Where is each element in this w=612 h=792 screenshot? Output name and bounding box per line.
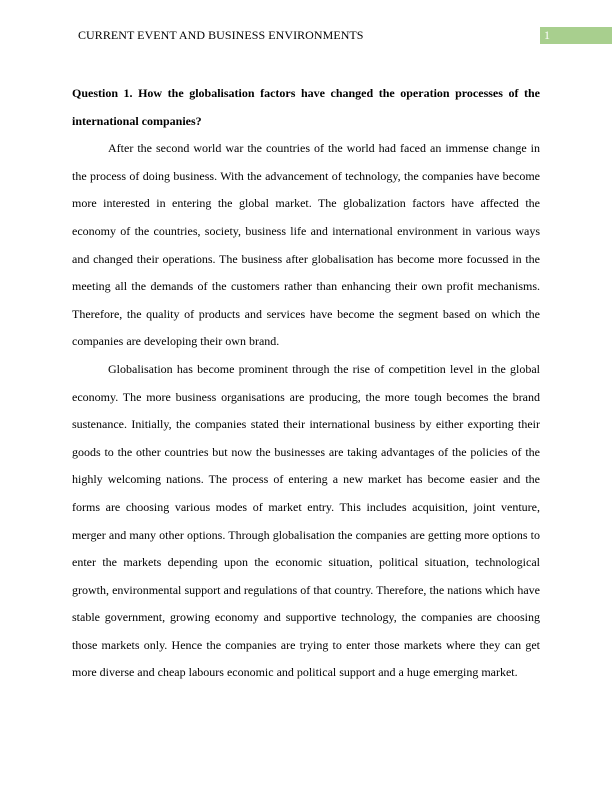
page-header <box>78 27 612 45</box>
page-number-badge <box>540 27 612 44</box>
body-paragraph-2: Globalisation has become prominent through the rise of competition level in the global economy. The more business organisations are producing, the more tough becomes the brand sustenance. Initially, the companies stated their international business by either exporting their goods to the other countries but now the businesses are taking advantages of the policies of the highly welcoming nations. The process of entering a new market has become easier and the forms are choosing various modes of market entry. This includes acquisition, joint venture, merger and many other options. Through globalisation the companies are getting more options to enter the markets depending upon the economic situation, political situation, technological growth, environmental support and regulations of that country. Therefore, the nations which have stable government, growing economy and supportive technology, the companies are choosing those markets only. Hence the companies are trying to enter those markets where they can get more diverse and cheap labours economic and political support and a huge emerging market. <box>72 361 540 680</box>
body-paragraph-1: After the second world war the countries of the world had faced an immense change in the process of doing business. With the advancement of technology, the companies have become more interested in entering the global market. The globalization factors have affected the economy of the countries, society, business life and international environment in various ways and changed their operations. The business after globalisation has become more focussed in the meeting all the demands of the customers rather than enhancing their own profit mechanisms. Therefore, the quality of products and services have become the segment based on which the companies are developing their own brand. <box>72 141 540 349</box>
header-title: CURRENT EVENT AND BUSINESS ENVIRONMENTS <box>78 28 364 42</box>
page-number: 1 <box>544 28 550 42</box>
document-body <box>72 80 540 687</box>
question-heading: Question 1. How the globalisation factors have changed the operation processes of the international companies? <box>72 86 540 128</box>
